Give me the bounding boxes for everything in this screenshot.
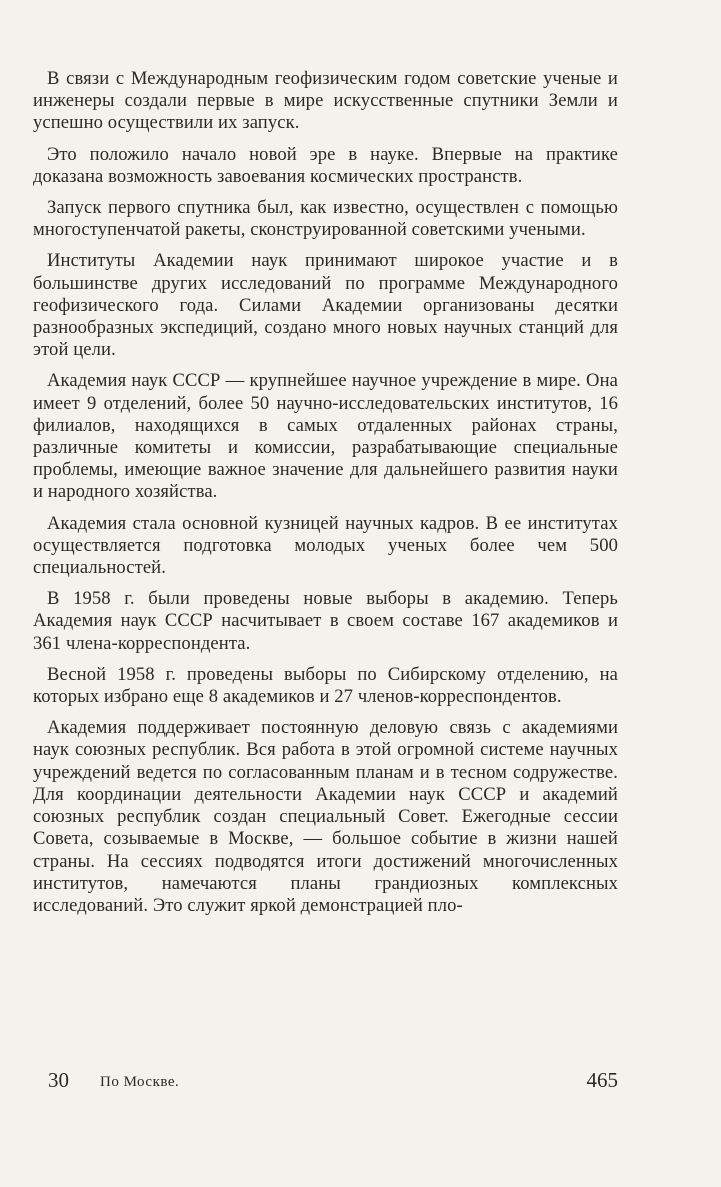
page-number: 465 bbox=[586, 1068, 618, 1092]
page-body bbox=[33, 68, 618, 926]
paragraph-3: Запуск первого спутника был, как известно, осуществлен с помощью многоступенчатой ракеты, сконструированной советскими учеными. bbox=[33, 197, 618, 241]
paragraph-2: Это положило начало новой эре в науке. Впервые на практике доказана возможность завоевания космических пространств. bbox=[33, 143, 618, 187]
paragraph-9: Академия поддерживает постоянную деловую связь с академиями наук союзных республик. Вся работа в этой огромной системе научных учреждений ведется по согласованным планам и в тесном содружестве. Для координации деятельности Академии наук СССР и академий союзных республик создан специальный Совет. Ежегодные сессии Совета, созываемые в Москве, — большое событие в жизни нашей страны. На сессиях подводятся итоги достижений многочисленных институтов, намечаются планы грандиозных комплексных исследований. Это служит яркой демонстрацией пло- bbox=[33, 717, 618, 916]
signature-number: 30 bbox=[48, 1068, 69, 1092]
signature-text: По Москве. bbox=[100, 1074, 180, 1090]
paragraph-4: Институты Академии наук принимают широкое участие и в большинстве других исследований по программе Международного геофизического года. Силами Академии организованы десятки разнообразных экспедиций, создано много новых научных станций для этой цели. bbox=[33, 250, 618, 361]
paragraph-7: В 1958 г. были проведены новые выборы в академию. Теперь Академия наук СССР насчитывает в своем составе 167 академиков и 361 члена-корреспондента. bbox=[33, 588, 618, 654]
paragraph-5: Академия наук СССР — крупнейшее научное учреждение в мире. Она имеет 9 отделений, более 50 научно-исследовательских институтов, 16 филиалов, находящихся в самых отдаленных районах страны, различные комитеты и комиссии, разрабатывающие специальные проблемы, имеющие важное значение для дальнейшего развития науки и народного хозяйства. bbox=[33, 370, 618, 503]
paragraph-1: В связи с Международным геофизическим годом советские ученые и инженеры создали первые в мире искусственные спутники Земли и успешно осуществили их запуск. bbox=[33, 68, 618, 134]
paragraph-8: Весной 1958 г. проведены выборы по Сибирскому отделению, на которых избрано еще 8 академиков и 27 членов-корреспондентов. bbox=[33, 663, 618, 708]
page-footer bbox=[48, 1068, 618, 1098]
paragraph-6: Академия стала основной кузницей научных кадров. В ее институтах осуществляется подготовка молодых ученых более чем 500 специальностей. bbox=[33, 512, 618, 579]
